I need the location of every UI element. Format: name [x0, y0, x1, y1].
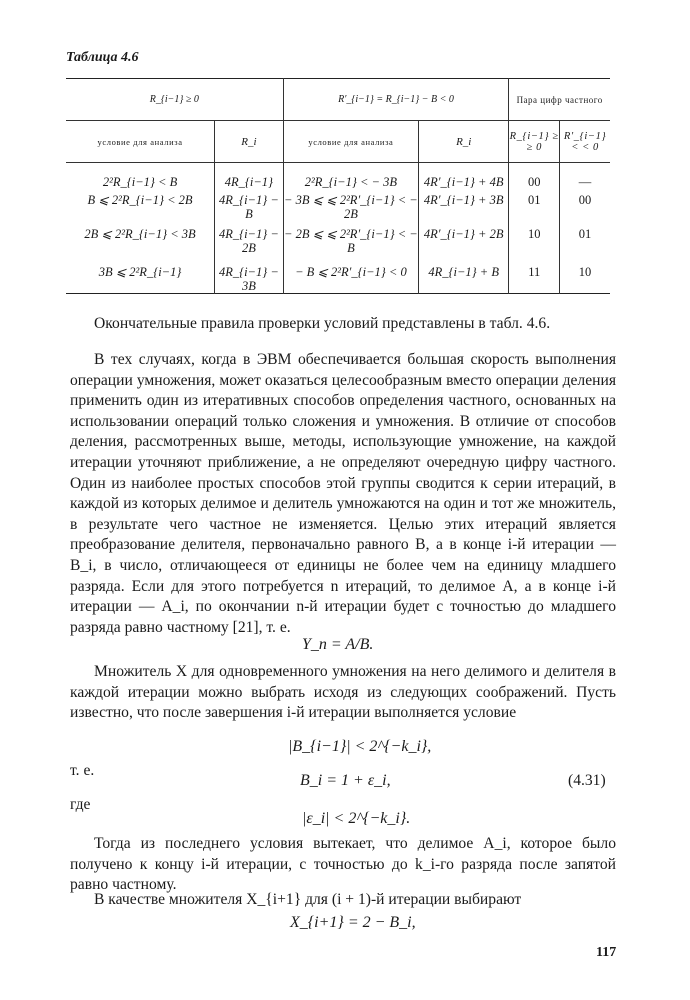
r-left: 4R_{i−1} − B: [215, 193, 284, 221]
table-row: [66, 221, 610, 259]
cond-left: 3B ⩽ 2²R_{i−1}: [98, 265, 182, 279]
formula-condition: |B_{i−1}| < 2^{−k_i},: [288, 738, 432, 755]
r-middle: 4R_{i−1} + B: [419, 259, 509, 294]
formula-epsilon: |ε_i| < 2^{−k_i}.: [302, 810, 411, 827]
col-r-left: R_i: [215, 121, 284, 163]
table-caption: Таблица 4.6: [66, 50, 139, 65]
digit-right: —: [560, 163, 610, 194]
page-number: 117: [596, 945, 617, 960]
cond-middle: 2²R_{i−1} < − 3B: [283, 163, 418, 194]
cond-left: B ⩽ 2²R_{i−1} < 2B: [87, 193, 193, 207]
cond-middle: − 2B ⩽ ⩽ 2²R′_{i−1} < − B: [283, 221, 418, 259]
col-condition-middle: условие для анализа: [283, 121, 418, 163]
label-te: т. е.: [70, 762, 95, 779]
col-pair-left: R_{i−1} ≥ ≥ 0: [509, 121, 560, 163]
group-header-middle: R′_{i−1} = R_{i−1} − B < 0: [283, 79, 509, 121]
table-row: [66, 163, 610, 194]
col-condition-left: условие для анализа: [66, 121, 215, 163]
group-header-right: Пара цифр частного: [509, 79, 610, 121]
r-left: 4R_{i−1} − 3B: [215, 259, 284, 294]
cond-left: 2²R_{i−1} < B: [102, 175, 178, 189]
digit-left: 00: [509, 163, 560, 194]
paragraph-1: Окончательные правила проверки условий представлены в табл. 4.6.: [94, 315, 551, 332]
col-pair-right: R′_{i−1} < < 0: [560, 121, 610, 163]
paragraph-4: Тогда из последнего условия вытекает, что делимое A_i, которое было получено к концу i-й итерации, с точностью до k_i-го разряда после запятой равно частному.: [70, 835, 616, 894]
table-row: [66, 259, 610, 294]
paragraph-2: В тех случаях, когда в ЭВМ обеспечивается большая скорость выполнения операции умножения, может оказаться целесообразным вместо операции деления применить один из итеративных способов определения частного, основанных на использовании операций только сложения и умножения. В отличие от способов деления, рассмотренных выше, методы, использующие умножение, на каждой итерации уточняют приближение, а не определяют очередную цифру частного. Один из наиболее простых способов этой группы сводится к серии итераций, в каждой из которых делимое и делитель умножаются на один и тот же множитель, в результате чего частное не изменяется. Целью этих итераций является преобразование делителя, первоначально равного B, а в конце i-й итерации — B_i, в число, отличающееся от единицы не более чем на единицу младшего разряда. Если для этого потребуется n итераций, то делимое A, а в конце i-й итерации — A_i, по окончании n-й итерации будет с точностью до младшего разряда равно частному [21], т. е.: [70, 351, 616, 636]
group-header-left: R_{i−1} ≥ 0: [66, 79, 283, 121]
paragraph-5: В качестве множителя X_{i+1} для (i + 1)-й итерации выбирают: [94, 891, 522, 908]
r-middle: 4R′_{i−1} + 4B: [419, 163, 509, 194]
r-middle: 4R′_{i−1} + 3B: [419, 193, 509, 221]
digit-right: 00: [560, 193, 610, 221]
digit-right: 10: [560, 259, 610, 294]
table-4-6: [66, 78, 610, 294]
r-left: 4R_{i−1}: [215, 163, 284, 194]
digit-right: 01: [560, 221, 610, 259]
r-left: 4R_{i−1} − 2B: [215, 221, 284, 259]
paragraph-3: Множитель X для одновременного умножения на него делимого и делителя в каждой итерации можно выбрать исходя из следующих соображений. Пусть известно, что после завершения i-й итерации выполняется условие: [70, 663, 616, 722]
digit-left: 01: [509, 193, 560, 221]
cond-left: 2B ⩽ 2²R_{i−1} < 3B: [84, 227, 196, 241]
cond-middle: − B ⩽ 2²R′_{i−1} < 0: [283, 259, 418, 294]
col-r-middle: R_i: [419, 121, 509, 163]
formula-x: X_{i+1} = 2 − B_i,: [290, 914, 416, 931]
r-middle: 4R′_{i−1} + 2B: [419, 221, 509, 259]
formula-yn: Y_n = A/B.: [302, 636, 374, 653]
formula-bi: B_i = 1 + ε_i,: [300, 772, 391, 789]
digit-left: 11: [509, 259, 560, 294]
equation-number: (4.31): [568, 772, 606, 789]
table-row: [66, 193, 610, 221]
digit-left: 10: [509, 221, 560, 259]
cond-middle: − 3B ⩽ ⩽ 2²R′_{i−1} < − 2B: [284, 193, 418, 221]
label-gde: где: [70, 796, 91, 813]
